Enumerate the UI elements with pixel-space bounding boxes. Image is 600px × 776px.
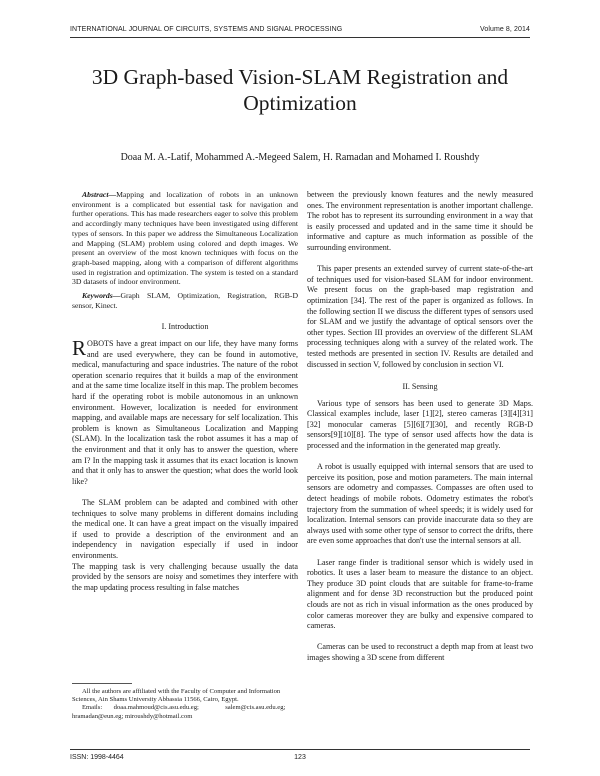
- right-column: [307, 190, 533, 664]
- page-number: 123: [294, 754, 306, 761]
- right-paragraph-2: This paper presents an extended survey of current state-of-the-art of techniques used for vision-based SLAM for indoor environment. We present focus on the graph-based map registration and optimization [34]. The rest of the paper is organized as follows. In the following section II we discuss the different types of sensors used for SLAM and we justify the advantage of optical sensors over the other types. Section III provides an overview of the different SLAM processing techniques along with a survey of the related work. The tested methods are presented in section IV. Results are detailed and discussed in section V, followed by conclusion in section VI.: [307, 264, 533, 369]
- abstract: [72, 190, 298, 287]
- keywords: [72, 291, 298, 310]
- paper-title: 3D Graph-based Vision-SLAM Registration and Optimization: [91, 65, 509, 115]
- footnote-rule: [72, 683, 132, 684]
- issn-label: ISSN: 1998-4464: [70, 754, 124, 761]
- paragraph-gap: [307, 452, 533, 463]
- sensing-paragraph-3: Laser range finder is traditional sensor which is widely used in robotics. It uses a laser beam to measure the distance to an object. They produce 3D point clouds that are suitable for frame-to-frame alignment and for dense 3D reconstruction but the produced point clouds are not as rich in visual information as the ones produced by color cameras moreover they are bulky and expensive compared to cameras.: [307, 557, 533, 631]
- keywords-text: Graph SLAM, Optimization, Registration, RGB-D sensor, Kinect.: [72, 291, 298, 310]
- sensing-paragraph-2: A robot is usually equipped with internal sensors that are used to perceive its position, pose and motion parameters. The main internal sensors are odometry and compasses. Compasses are often used to detect headings of mobile robots. Odometry estimates the robot's trajectory from the summation of wheel speeds; it is widely used for localization. Internal sensors can provide inaccurate data so they are always used with some other type of sensor to correct the drifts, there are even some approaches that don't use the internal sensors at all.: [307, 462, 533, 546]
- keywords-label: Keywords—: [82, 291, 121, 301]
- paragraph-gap: [307, 547, 533, 558]
- abstract-label: Abstract—: [82, 190, 117, 199]
- running-header: [70, 26, 530, 36]
- intro-paragraph-3: The mapping task is very challenging because usually the data provided by the sensors are noisy and sometimes they interfere with the map updating process resulting in false matches: [72, 561, 298, 592]
- footnote-emails-cont: hramadan@eun.eg; miroushdy@hotmail.com: [72, 712, 193, 720]
- paragraph-gap: [72, 487, 298, 498]
- volume-label: Volume 8, 2014: [479, 26, 530, 33]
- section-heading-sensing: II. Sensing: [402, 382, 438, 392]
- intro-paragraph-1: [72, 336, 298, 487]
- abstract-text: Mapping and localization of robots in an unknown environment is a complicated but essential task for navigation and further operations. This has made researchers eager to solve this problem and accordingly many techniques have been investigated using different types of sensors. In this paper we address the Simultaneous Localization and Mapping (SLAM) problem using colored and depth images. We present an overview of the most known techniques with focus on the graph-based mapping, along with a comparison of different algorithms used in registration and optimization. The system is tested on a standard 3D datasets of indoor environment.: [72, 190, 298, 287]
- intro-paragraph-2: The SLAM problem can be adapted and combined with other techniques to solve many problems in different domains including the medical one. It can have a great impact on the visually impaired if used to provide a description of the environment and an independency in navigation especially if used in indoor environments.: [72, 497, 298, 560]
- paragraph-gap: [307, 632, 533, 643]
- section-heading-introduction: I. Introduction: [161, 322, 209, 332]
- footnote: [72, 683, 298, 721]
- journal-name: INTERNATIONAL JOURNAL OF CIRCUITS, SYSTEMS AND SIGNAL PROCESSING: [70, 26, 343, 33]
- left-column: [72, 190, 298, 593]
- right-paragraph-1: between the previously known features and the newly measured ones. The environment representation is another important challenge. The robot has to represent its surrounding environment in a way that is easily processed and updated and in the same time it should be informative and capture as much information as possible of the surrounding environment.: [307, 190, 533, 252]
- author-list: Doaa M. A.-Latif, Mohammed A.-Megeed Salem, H. Ramadan and Mohamed I. Roushdy: [120, 152, 480, 163]
- intro-paragraph-1-text: OBOTS have a great impact on our life, they have many forms and are used everywhere, they can be found in automotive, medical, manufacturing and space industries. The nature of the robot operation scenario requires that it builds a map of the environment and at the same time localize itself in this map. The problem becomes hard if the operating robot is mobile autonomous in an unknown environment. However, localization is needed for environment mapping, and available maps are necessary for self localization. This problem is known as Simultaneous Localization and Mapping (SLAM). In the localization task the robot assumes it has a map of the environment and that it only has to answer the question, where am I? In the mapping task it assumes that its exact location is known and that it only has to answer the question; what does the world look like?: [72, 339, 298, 486]
- footer-rule: [70, 749, 530, 750]
- drop-cap: R: [72, 336, 87, 361]
- sensing-paragraph-4: Cameras can be used to reconstruct a depth map from at least two images showing a 3D scene from different: [307, 642, 533, 662]
- sensing-paragraph-1: Various type of sensors has been used to generate 3D Maps. Classical examples include, laser [1][2], stereo cameras [3][4][31][32] monocular cameras [5][6][7][30], and recently RGB-D sensors[9][10][8]. The type of sensor used affects how the data is processed and the information in the generated map greatly.: [307, 398, 533, 451]
- footnote-emails: Emails: doaa.mahmoud@cis.asu.edu.eg; salem@cis.asu.edu.eg;: [82, 704, 286, 712]
- paragraph-gap: [307, 254, 533, 265]
- footnote-affiliation: All the authors are affiliated with the Faculty of Computer and Information Sciences, Ain Shams University Abbassia 11566, Cairo, Egypt.: [72, 688, 281, 704]
- header-rule: [70, 37, 530, 38]
